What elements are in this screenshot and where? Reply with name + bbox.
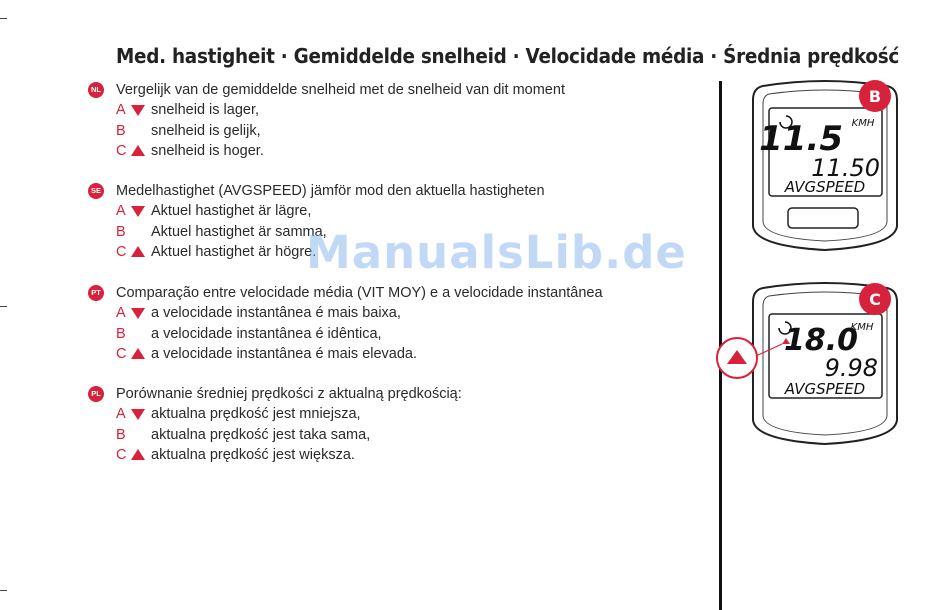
lcd-mode: AVGSPEED [784, 178, 866, 196]
item-letter: B [116, 325, 126, 342]
item-letter: C [116, 243, 127, 260]
list-item [88, 445, 708, 465]
list-item [88, 121, 708, 141]
section-heading: Vergelijk van de gemiddelde snelheid met de snelheid van dit moment [116, 82, 565, 98]
item-text: aktualna prędkość jest taka sama, [151, 426, 371, 443]
item-letter: B [116, 223, 126, 240]
section-heading-row [88, 181, 708, 201]
section-heading: Medelhastighet (AVGSPEED) jämför mod den aktuella hastigheten [116, 183, 545, 199]
watermark: ManualsLib.de [306, 226, 687, 279]
item-text: Aktuel hastighet är samma, [151, 223, 327, 240]
item-text: aktualna prędkość jest mniejsza, [151, 406, 361, 423]
item-text: snelheid is lager, [151, 102, 260, 119]
item-letter: A [116, 406, 126, 423]
language-badge-pt: PT [88, 285, 104, 301]
arrow-down-icon [131, 409, 145, 420]
lcd-avg: 9.98 [824, 354, 878, 382]
lcd-speed: 18.0 [783, 323, 858, 358]
section-nl [88, 80, 708, 161]
section-heading: Comparação entre velocidade média (VIT MOY) e a velocidade instantânea [116, 285, 603, 301]
item-letter: A [116, 102, 126, 119]
list-item [88, 141, 708, 161]
item-letter: A [116, 305, 126, 322]
item-text: snelheid is hoger. [151, 142, 264, 159]
section-pl [88, 384, 708, 465]
lcd-unit: KMH [850, 322, 874, 333]
item-text: Aktuel hastighet är högre. [151, 243, 317, 260]
list-item [88, 404, 708, 424]
section-heading-row [88, 80, 708, 100]
arrow-down-icon [131, 308, 145, 319]
language-badge-pl: PL [88, 386, 104, 402]
item-text: a velocidade instantânea é mais elevada. [151, 345, 418, 362]
badge-b-label: B [868, 87, 882, 106]
arrow-up-icon [131, 348, 145, 359]
crop-mark-top [0, 18, 7, 19]
section-heading-row [88, 283, 708, 303]
lcd-avg: 11.50 [811, 154, 880, 182]
section-pt [88, 283, 708, 364]
language-badge-nl: NL [88, 82, 104, 98]
item-text: aktualna prędkość jest większa. [151, 446, 355, 463]
arrow-down-icon [131, 105, 145, 116]
device-button [788, 208, 858, 228]
item-letter: B [116, 122, 126, 139]
device-illustration-b [745, 78, 905, 258]
device-illustration-c [710, 282, 910, 450]
section-heading-row [88, 384, 708, 404]
list-item [88, 303, 708, 323]
item-letter: C [116, 446, 127, 463]
badge-c-label: C [869, 290, 881, 309]
crop-mark-bottom [0, 590, 7, 591]
item-text: snelheid is gelijk, [151, 122, 261, 139]
item-letter: B [116, 426, 126, 443]
arrow-up-icon [131, 449, 145, 460]
item-letter: C [116, 142, 127, 159]
lcd-speed: 11.5 [759, 119, 843, 159]
list-item [88, 425, 708, 445]
crop-mark-middle [0, 306, 7, 307]
page-title: Med. hastigheit · Gemiddelde snelheid · Velocidade média · Średnia prędkość [116, 44, 900, 68]
list-item [88, 100, 708, 120]
arrow-up-icon [131, 145, 145, 156]
list-item [88, 324, 708, 344]
item-text: a velocidade instantânea é idêntica, [151, 325, 382, 342]
arrow-up-icon [131, 246, 145, 257]
language-badge-se: SE [88, 183, 104, 199]
lcd-mode: AVGSPEED [784, 380, 866, 398]
item-letter: A [116, 203, 126, 220]
list-item [88, 201, 708, 221]
arrow-down-icon [131, 206, 145, 217]
lcd-unit: KMH [851, 118, 875, 129]
section-heading: Porównanie średniej prędkości z aktualną prędkością: [116, 386, 462, 402]
item-letter: C [116, 345, 127, 362]
item-text: a velocidade instantânea é mais baixa, [151, 305, 401, 322]
item-text: Aktuel hastighet är lägre, [151, 203, 312, 220]
list-item [88, 344, 708, 364]
